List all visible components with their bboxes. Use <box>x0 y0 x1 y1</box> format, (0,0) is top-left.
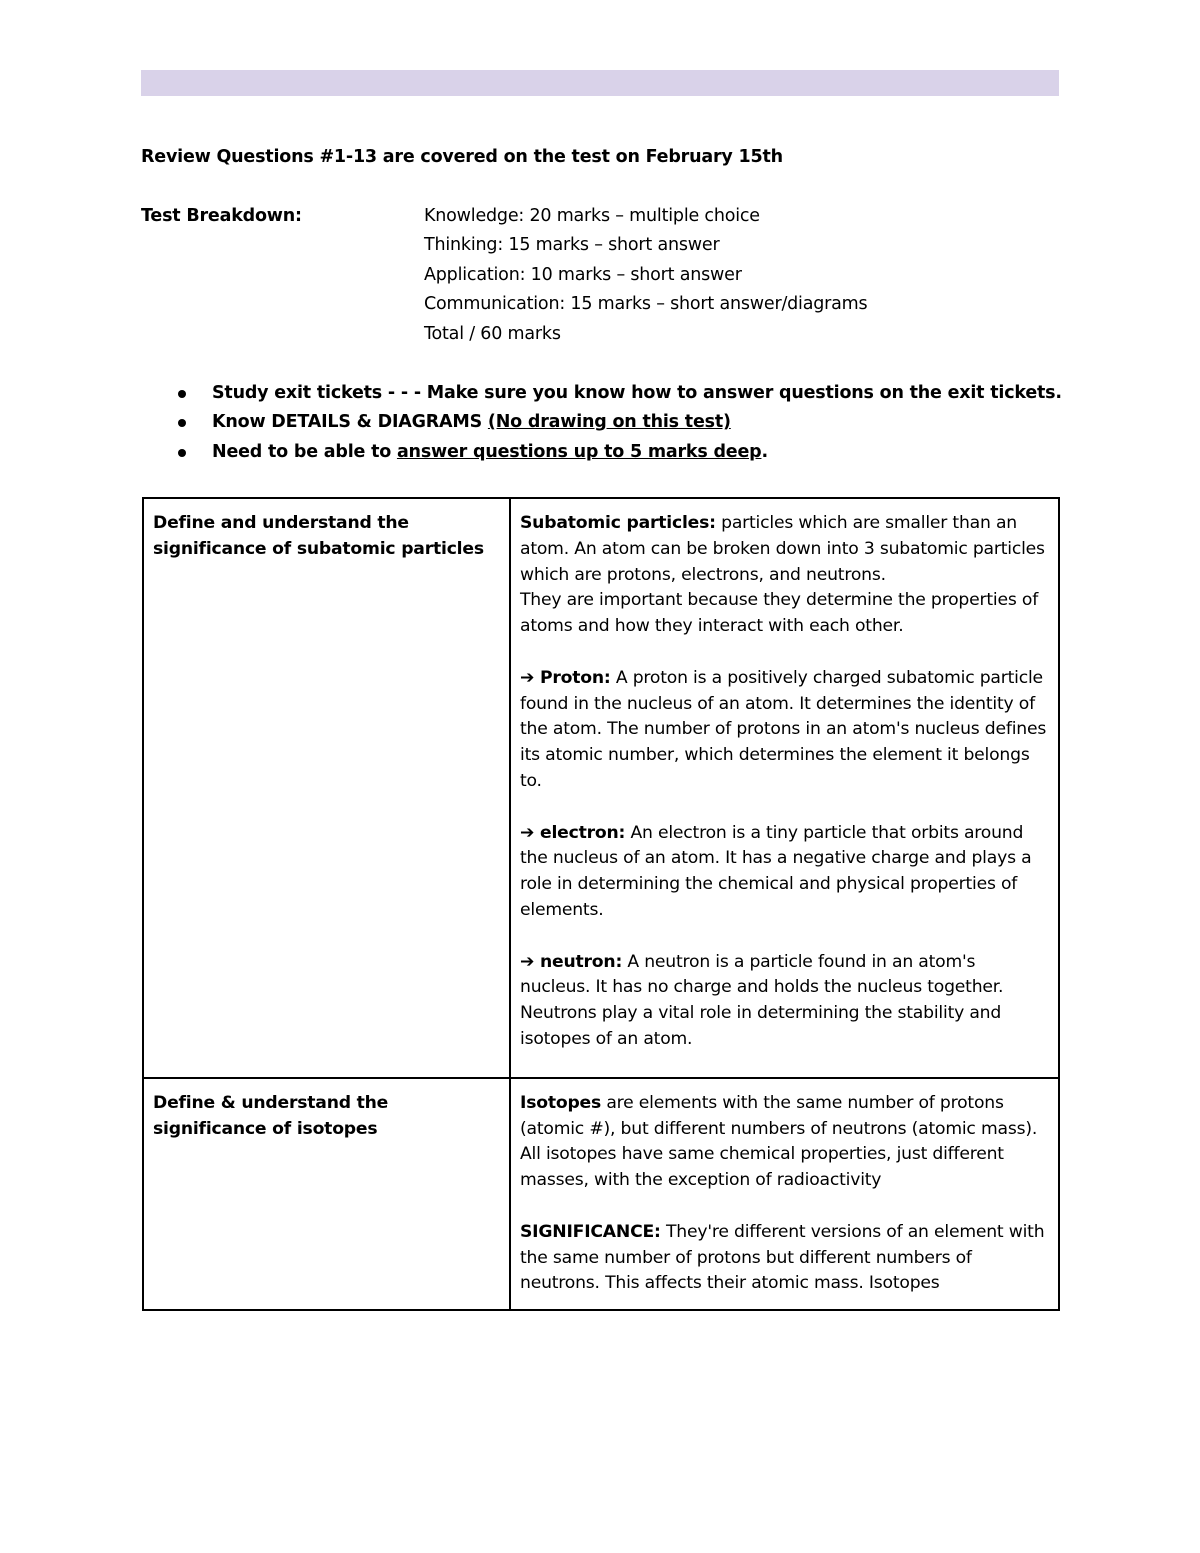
term-definition: They're different versions of an element with the same number of protons but different numbers of neutrons. This affects their atomic mass. Isotopes <box>520 1221 1045 1294</box>
term-definition: A neutron is a particle found in an atom's nucleus. It has no charge and holds the nucleus together. Neutrons play a vital role in determining the stability and isotopes of an atom. <box>520 951 1004 1049</box>
study-tips-list <box>141 379 1061 468</box>
proton-definition <box>520 666 1048 795</box>
isotopes-significance <box>520 1220 1048 1297</box>
test-breakdown <box>141 202 1061 350</box>
isotopes-definition <box>520 1091 1048 1194</box>
study-tip-text: Know DETAILS & DIAGRAMS <box>212 412 488 433</box>
breakdown-item-communication: Communication: 15 marks – short answer/diagrams <box>424 294 868 315</box>
intro-section <box>141 143 1061 467</box>
term-definition: particles which are smaller than an atom. An atom can be broken down into 3 subatomic particles which are protons, electrons, and neutrons. <box>520 513 1045 585</box>
answer-cell <box>510 1078 1059 1310</box>
breakdown-item-application: Application: 10 marks – short answer <box>424 264 742 285</box>
term-label: SIGNIFICANCE: <box>520 1221 661 1242</box>
subatomic-importance: They are important because they determine the properties of atoms and how they interact with each other. <box>520 590 1039 637</box>
bullet-dot-icon <box>178 390 186 398</box>
bullet-dot-icon <box>178 449 186 457</box>
breakdown-item-thinking: Thinking: 15 marks – short answer <box>424 235 720 256</box>
study-tip-details <box>141 408 1061 438</box>
study-tip-text: Need to be able to <box>212 441 397 462</box>
table-row <box>143 1078 1059 1310</box>
topic-cell: Define and understand the significance of subatomic particles <box>143 498 510 1078</box>
neutron-definition <box>520 950 1048 1053</box>
term-label: ➔ Proton: <box>520 667 611 688</box>
term-definition: An electron is a tiny particle that orbits around the nucleus of an atom. It has a negative charge and plays a role in determining the chemical and physical properties of elements. <box>520 822 1032 920</box>
study-tip-underlined: (No drawing on this test) <box>487 412 731 433</box>
bullet-dot-icon <box>178 419 186 427</box>
answer-cell <box>510 498 1059 1078</box>
subatomic-definition <box>520 511 1048 640</box>
study-tip-text: Study exit tickets - - - Make sure you know how to answer questions on the exit tickets. <box>212 382 1062 403</box>
test-breakdown-label: Test Breakdown: <box>141 205 302 226</box>
topic-cell: Define & understand the significance of isotopes <box>143 1078 510 1310</box>
term-label: Subatomic particles: <box>520 513 716 533</box>
term-label: ➔ neutron: <box>520 951 623 972</box>
review-coverage-line: Review Questions #1-13 are covered on the test on February 15th <box>141 147 783 167</box>
test-breakdown-list <box>424 202 1061 350</box>
review-table <box>142 497 1060 1311</box>
term-label: Isotopes <box>520 1092 602 1113</box>
header-color-bar <box>141 70 1059 96</box>
term-definition: A proton is a positively charged subatomic particle found in the nucleus of an atom. It determines the identity of the atom. The number of protons in an atom's nucleus defines its atomic number, which determines the element it belongs to. <box>520 667 1047 791</box>
study-tip-period: . <box>761 441 768 462</box>
study-tip-marks-deep <box>141 438 1061 468</box>
study-tip-underlined: answer questions up to 5 marks deep <box>396 441 762 462</box>
electron-definition <box>520 821 1048 924</box>
table-row <box>143 498 1059 1078</box>
breakdown-item-total: Total / 60 marks <box>424 323 561 344</box>
term-label: ➔ electron: <box>520 822 626 843</box>
term-definition: are elements with the same number of protons (atomic #), but different numbers of neutrons (atomic mass). All isotopes have same chemical properties, just different masses, with the exception of radioactivity <box>520 1092 1038 1191</box>
study-tip-exit-tickets <box>141 379 1061 409</box>
breakdown-item-knowledge: Knowledge: 20 marks – multiple choice <box>424 205 760 226</box>
